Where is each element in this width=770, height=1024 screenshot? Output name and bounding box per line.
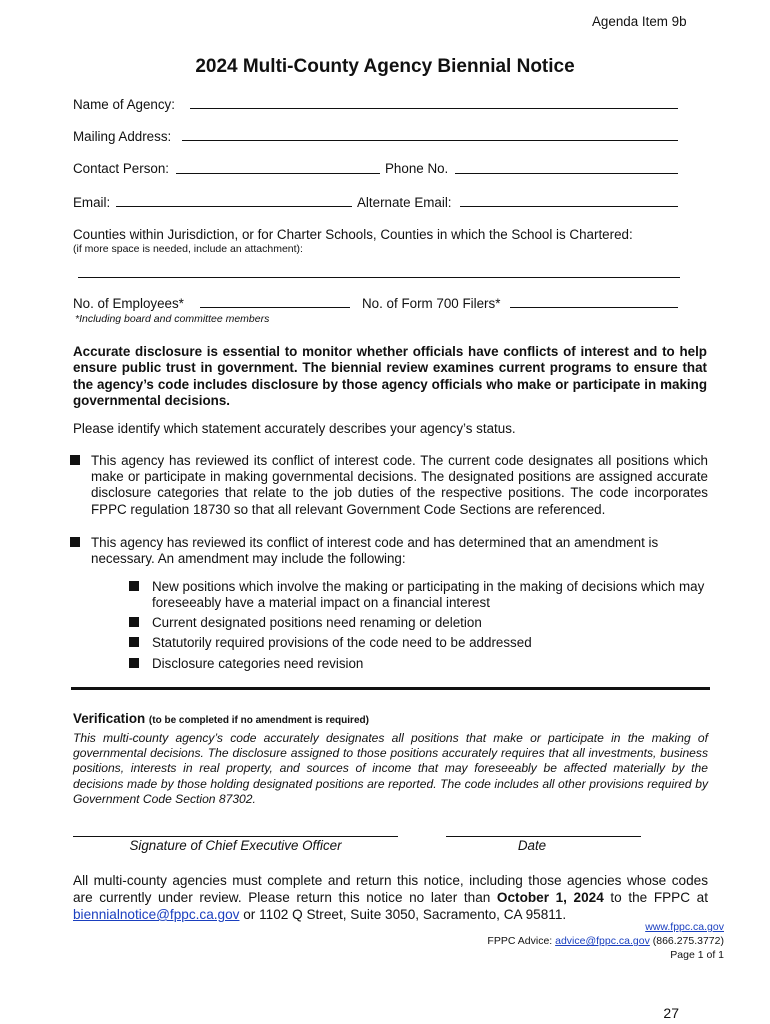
section-divider [71, 687, 710, 690]
website-link[interactable]: www.fppc.ca.gov [645, 921, 724, 933]
filers-label: No. of Form 700 Filers* [362, 296, 501, 311]
counties-label: Counties within Jurisdiction, or for Charter Schools, Counties in which the School is Chartered: [73, 227, 633, 242]
employees-note: *Including board and committee members [75, 313, 270, 325]
fppc-advice-row [487, 935, 724, 947]
biennial-notice-email-link[interactable]: biennialnotice@fppc.ca.gov [73, 907, 240, 922]
closing-paragraph [73, 872, 708, 923]
phone-label: Phone No. [385, 161, 449, 176]
alternate-email-field[interactable] [460, 206, 678, 207]
closing-text-a: All multi-county agencies must complete and return this notice, including those agencies whose codes are currently under review. Please return this notice no later than [73, 873, 708, 905]
date-label: Date [517, 838, 547, 853]
name-of-agency-field[interactable] [190, 108, 678, 109]
page-title: 2024 Multi-County Agency Biennial Notice [195, 56, 575, 77]
instruction-text: Please identify which statement accurately describes your agency’s status. [73, 421, 516, 436]
advice-phone: (866.275.3772) [649, 935, 724, 947]
employees-field[interactable] [200, 307, 350, 308]
option2-checkbox[interactable] [70, 537, 80, 547]
sub-item-4-checkbox[interactable] [129, 658, 139, 668]
contact-person-field[interactable] [176, 173, 380, 174]
counties-field[interactable] [78, 277, 680, 278]
mailing-address-field[interactable] [182, 140, 678, 141]
sub-item-1-checkbox[interactable] [129, 581, 139, 591]
option2-text: This agency has reviewed its conflict of interest code and has determined that an amendment is necessary. An amendment may include the following: [91, 535, 659, 567]
name-of-agency-label: Name of Agency: [73, 97, 175, 112]
email-field[interactable] [116, 206, 352, 207]
option1-checkbox[interactable] [70, 455, 80, 465]
verification-text: This multi-county agency’s code accurately designates all positions that make or participate in the making of governmental decisions. The disclosure assigned to those positions accurately requires that all investments, business positions, interests in real property, and sources of income that may foreseeably be affected materially by the decisions made by those holding designated positions are reported. The code includes all other provisions required by Government Code Section 87302. [73, 731, 708, 806]
counties-note: (if more space is needed, include an attachment): [73, 243, 303, 255]
sub-item-4-text: Disclosure categories need revision [152, 656, 364, 671]
employees-label: No. of Employees* [73, 296, 184, 311]
contact-person-label: Contact Person: [73, 161, 170, 176]
advice-label: FPPC Advice: [487, 935, 556, 947]
agenda-item-label: Agenda Item 9b [592, 14, 687, 29]
phone-field[interactable] [455, 173, 678, 174]
sub-item-3-checkbox[interactable] [129, 637, 139, 647]
filers-field[interactable] [510, 307, 678, 308]
disclosure-paragraph: Accurate disclosure is essential to monitor whether officials have conflicts of interest and to help ensure public trust in government. The biennial review examines current programs to ensure that the agency’s code includes disclosure by those agency officials who make or participate in making governmental decisions. [73, 344, 707, 409]
page-number: 27 [663, 1005, 679, 1021]
closing-text-c: or 1102 Q Street, Suite 3050, Sacramento, CA 95811. [239, 907, 567, 922]
date-field[interactable] [446, 836, 641, 837]
deadline-date: October 1, 2024 [496, 890, 604, 905]
sub-item-2-text: Current designated positions need renaming or deletion [152, 615, 482, 630]
page-of-label: Page 1 of 1 [670, 949, 724, 961]
email-label: Email: [73, 195, 111, 210]
mailing-address-label: Mailing Address: [73, 129, 172, 144]
website-link-row [645, 921, 724, 933]
sub-item-2-checkbox[interactable] [129, 617, 139, 627]
sub-item-3-text: Statutorily required provisions of the code need to be addressed [152, 635, 532, 650]
signature-field[interactable] [73, 836, 398, 837]
verification-heading-note: (to be completed if no amendment is required) [148, 715, 369, 726]
verification-heading-row [73, 711, 369, 726]
advice-email-link[interactable]: advice@fppc.ca.gov [555, 935, 650, 947]
option1-text: This agency has reviewed its conflict of interest code. The current code designates all positions which make or participate in making governmental decisions. The designated positions are assigned accurate disclosure categories that relate to the job duties of the respective positions. The code incorporates FPPC regulation 18730 so that all relevant Government Code Sections are referenced. [91, 453, 708, 517]
sub-item-1-text: New positions which involve the making or participating in the making of decisions which may foreseeably have a material impact on a financial interest [152, 579, 705, 611]
closing-text-b: to the FPPC at [603, 890, 708, 905]
signature-label: Signature of Chief Executive Officer [129, 838, 342, 853]
verification-heading: Verification [73, 711, 146, 726]
alternate-email-label: Alternate Email: [357, 195, 452, 210]
